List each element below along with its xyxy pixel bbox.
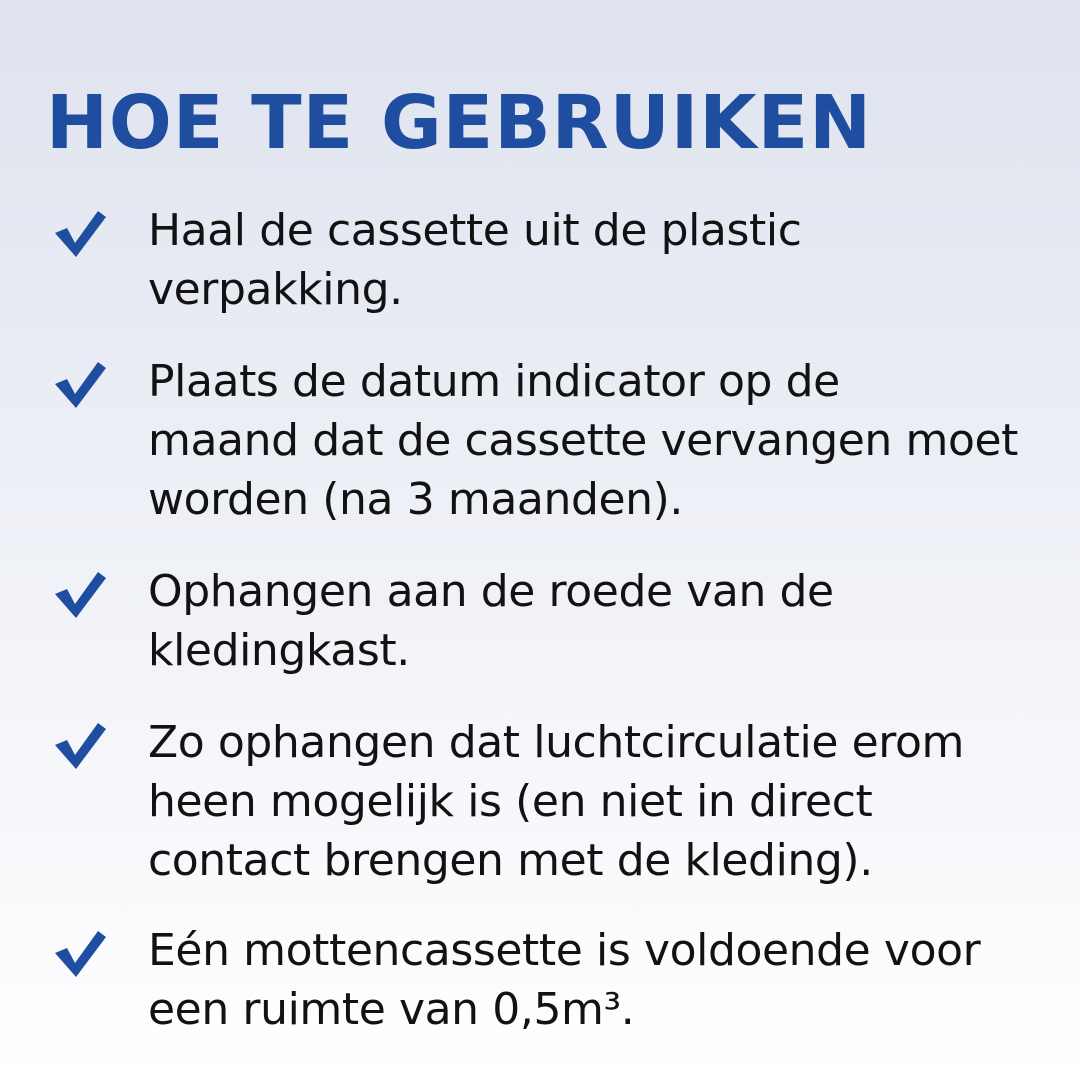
page-title: HOE TE GEBRUIKEN <box>46 80 873 166</box>
step-text: Eén mottencassette is voldoende voor een ruimte van 0,5m³. <box>148 925 981 1035</box>
checkmark-icon <box>54 572 106 618</box>
step-text: Zo ophangen dat luchtcirculatie erom heen mogelijk is (en niet in direct contact brengen met de kleding). <box>148 717 964 886</box>
checkmark-icon <box>54 362 106 408</box>
step-text: Ophangen aan de roede van de kledingkast. <box>148 566 834 676</box>
step-text: Haal de cassette uit de plastic verpakking. <box>148 205 802 315</box>
checkmark-icon <box>54 931 106 977</box>
checkmark-icon <box>54 211 106 257</box>
step-text: Plaats de datum indicator op de maand dat de cassette vervangen moet worden (na 3 maanden). <box>148 356 1019 525</box>
checkmark-icon <box>54 723 106 769</box>
